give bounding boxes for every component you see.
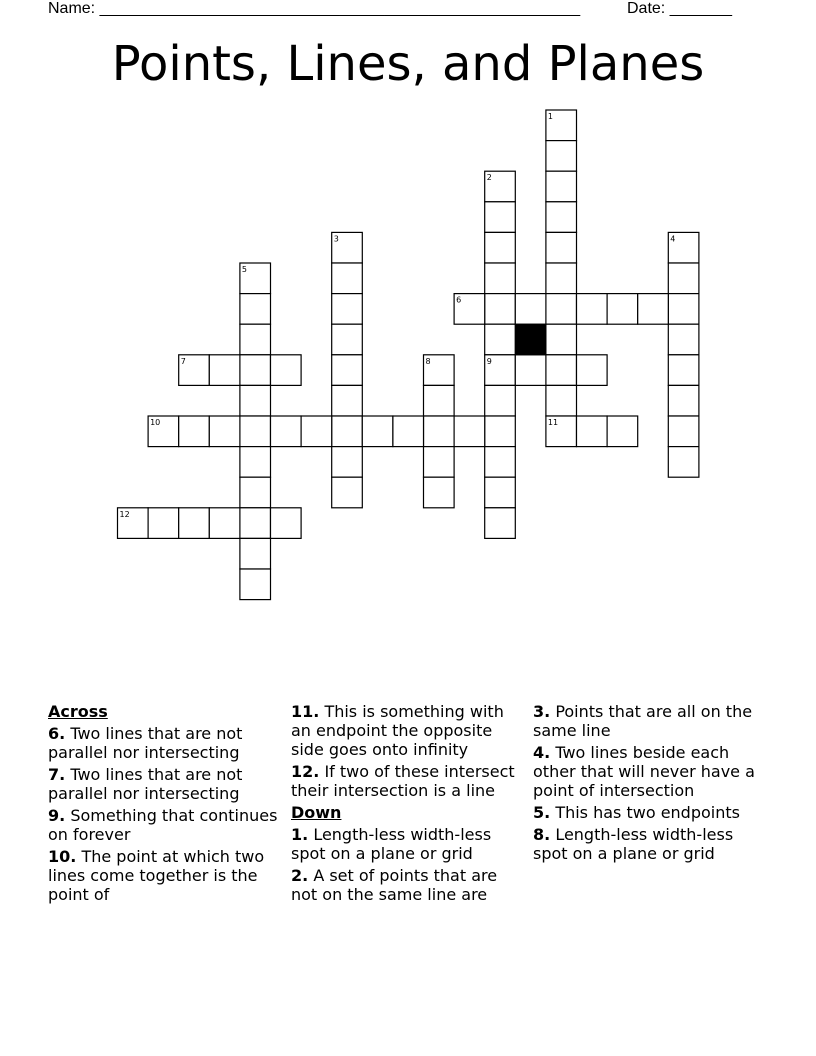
cell-number: 7 [180,356,186,366]
clue-text: Length-less width-less spot on a plane or grid [533,825,734,863]
grid-cell[interactable] [638,294,669,325]
grid-cell[interactable] [546,355,577,386]
clue-text: Two lines that are not parallel nor intersecting [48,724,243,762]
grid-cell[interactable] [240,538,271,569]
grid-cell[interactable] [485,263,516,294]
clue-text: A set of points that are not on the same line are [291,866,498,904]
clue-text: If two of these intersect their intersection is a line [291,762,515,800]
grid-cell[interactable] [577,416,608,447]
grid-cell[interactable] [271,416,302,447]
clue-number: 9. [48,806,66,825]
grid-cell[interactable] [332,324,363,355]
grid-cell[interactable] [240,416,271,447]
grid-cell[interactable] [271,355,302,386]
grid-cell[interactable] [668,447,699,478]
grid-cell[interactable] [515,294,546,325]
grid-cell[interactable] [515,355,546,386]
clue-across-6 [48,724,284,762]
grid-cell[interactable] [209,416,240,447]
grid-cell[interactable] [240,385,271,416]
grid-cell[interactable] [485,477,516,508]
clues-column-3 [533,702,769,866]
grid-cell[interactable] [546,324,577,355]
grid-cell[interactable] [332,294,363,325]
grid-cell[interactable] [424,477,455,508]
grid-cell[interactable] [485,324,516,355]
grid-cell[interactable] [485,447,516,478]
grid-cell[interactable] [209,355,240,386]
grid-cell[interactable] [240,569,271,600]
clue-text: This is something with an endpoint the opposite side goes onto infinity [291,702,504,759]
cell-number: 10 [150,418,161,427]
grid-cell[interactable] [240,355,271,386]
clue-number: 2. [291,866,309,885]
grid-cell[interactable] [240,294,271,325]
grid-cell[interactable] [546,202,577,233]
name-field[interactable]: Name: ______________________________________________________ [48,0,581,17]
grid-cell[interactable] [546,294,577,325]
grid-cell[interactable] [240,324,271,355]
clue-number: 4. [533,743,551,762]
clue-number: 3. [533,702,551,721]
cell-number: 4 [670,234,676,244]
grid-cell[interactable] [546,141,577,172]
grid-cell[interactable] [668,385,699,416]
clue-number: 5. [533,803,551,822]
grid-cell[interactable] [332,447,363,478]
clue-down-8 [533,825,769,863]
grid-cell[interactable] [332,385,363,416]
clue-across-10 [48,847,284,904]
clue-text: Length-less width-less spot on a plane or grid [291,825,492,863]
cell-number: 5 [241,265,247,274]
grid-cell[interactable] [607,294,638,325]
date-field[interactable]: Date: _______ [627,0,732,17]
grid-cell[interactable] [454,416,485,447]
clue-down-2 [291,866,527,904]
clue-across-9 [48,806,284,844]
grid-cell[interactable] [485,385,516,416]
grid-cell[interactable] [485,232,516,263]
clue-number: 8. [533,825,551,844]
grid-cell[interactable] [332,263,363,294]
grid-cell[interactable] [148,508,179,539]
grid-cell[interactable] [668,416,699,447]
clue-number: 12. [291,762,320,781]
clue-across-7 [48,765,284,803]
grid-cell[interactable] [485,416,516,447]
grid-cell[interactable] [485,202,516,233]
down-heading: Down [291,803,342,822]
grid-cell[interactable] [301,416,332,447]
grid-cell[interactable] [271,508,302,539]
clue-down-1 [291,825,527,863]
clue-number: 11. [291,702,320,721]
grid-cell[interactable] [577,294,608,325]
clue-text: Two lines beside each other that will never have a point of intersection [533,743,755,800]
clue-text: This has two endpoints [555,803,740,822]
grid-cell[interactable] [668,263,699,294]
grid-cell[interactable] [240,477,271,508]
grid-cell[interactable] [362,416,393,447]
clue-down-4 [533,743,769,800]
grid-cell[interactable] [607,416,638,447]
grid-cell[interactable] [546,385,577,416]
grid-cell[interactable] [546,171,577,202]
grid-cell[interactable] [546,263,577,294]
clues-column-2 [291,702,527,907]
cell-number: 8 [425,356,431,366]
grid-cell[interactable] [179,508,210,539]
grid-cell[interactable] [668,355,699,386]
cell-number: 12 [119,509,130,519]
grid-cell[interactable] [485,508,516,539]
grid-cell[interactable] [332,477,363,508]
grid-cell[interactable] [668,294,699,325]
grid-cell[interactable] [332,355,363,386]
blocked-cell [515,324,546,355]
grid-cell[interactable] [485,294,516,325]
grid-cell[interactable] [577,355,608,386]
across-heading: Across [48,702,108,721]
grid-cell[interactable] [546,232,577,263]
clue-number: 6. [48,724,66,743]
cell-number: 2 [486,173,492,183]
grid-cell[interactable] [424,416,455,447]
grid-cell[interactable] [179,416,210,447]
grid-cell[interactable] [424,385,455,416]
clue-number: 1. [291,825,309,844]
grid-cell[interactable] [240,447,271,478]
clue-down-3 [533,702,769,740]
grid-cell[interactable] [393,416,424,447]
clues-column-1 [48,702,284,907]
grid-cell[interactable] [668,324,699,355]
clue-number: 10. [48,847,77,866]
clue-text: Points that are all on the same line [533,702,753,740]
grid-cell[interactable] [209,508,240,539]
page-title: Points, Lines, and Planes [111,36,705,92]
cell-number: 9 [486,356,492,366]
grid-cell[interactable] [240,508,271,539]
cell-number: 11 [547,418,559,427]
clue-text: The point at which two lines come together is the point of [48,847,265,904]
cell-number: 1 [547,112,553,121]
cell-number: 3 [333,234,339,244]
clue-across-12 [291,762,527,800]
clue-text: Two lines that are not parallel nor intersecting [48,765,243,803]
clue-text: Something that continues on forever [48,806,278,844]
clue-down-5 [533,803,769,822]
grid-cell[interactable] [424,447,455,478]
clue-number: 7. [48,765,66,784]
cell-number: 6 [456,295,462,305]
grid-cell[interactable] [332,416,363,447]
clue-across-11 [291,702,527,759]
